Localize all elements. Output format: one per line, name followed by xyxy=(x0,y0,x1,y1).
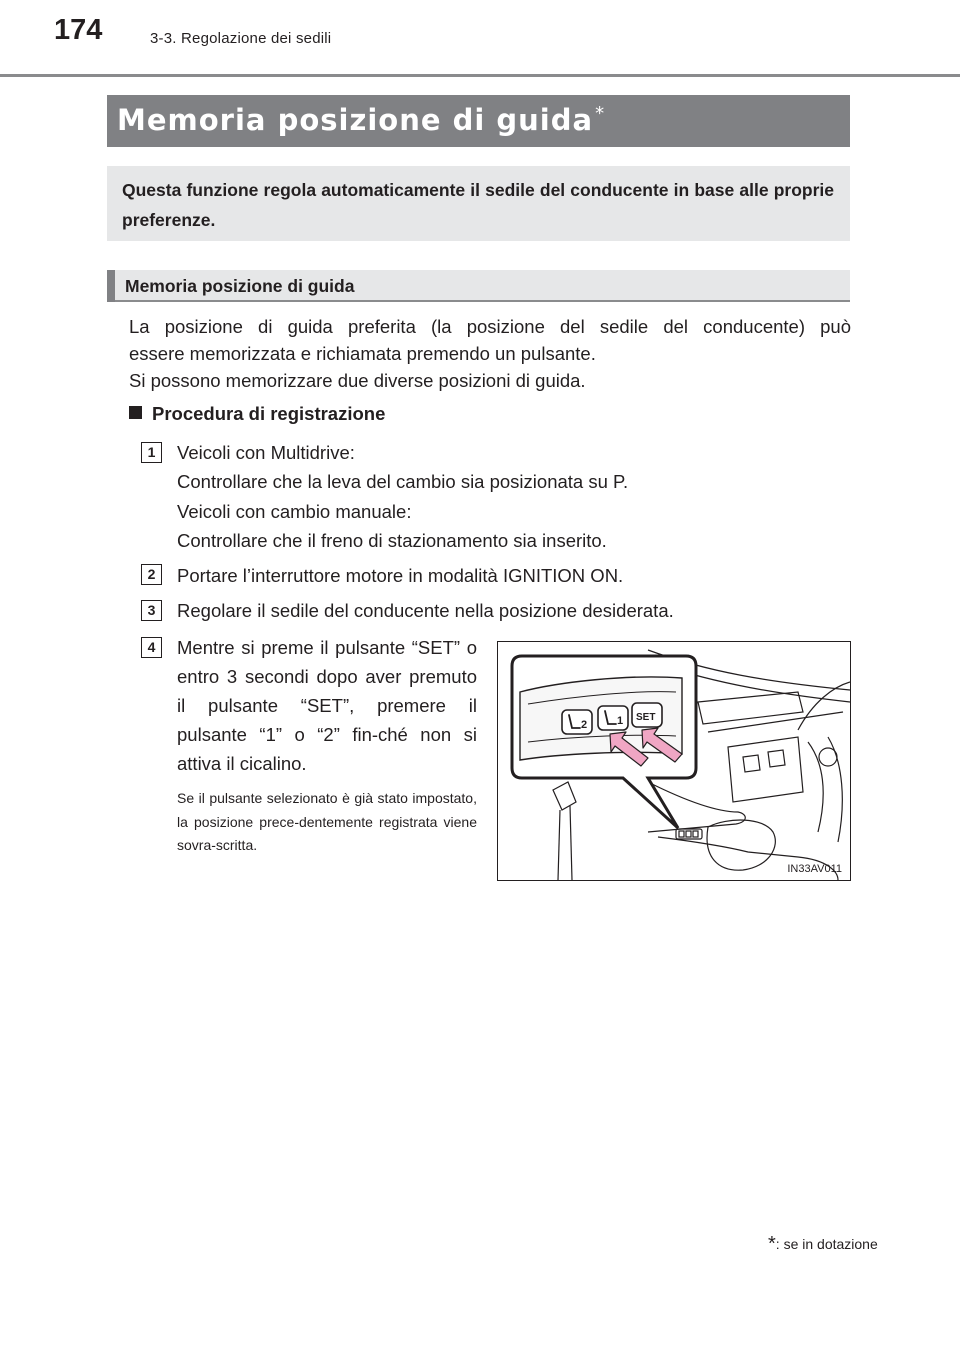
page-title xyxy=(107,95,850,147)
memory-switch-illustration xyxy=(497,641,851,881)
step-number-1: 1 xyxy=(141,442,162,463)
step-2-text: Portare l’interruttore motore in modalità IGNITION ON. xyxy=(177,565,624,586)
illustration-drawing xyxy=(498,642,851,881)
body-line-1: La posizione di guida preferita (la posizione del sedile del conducente) può xyxy=(129,316,851,337)
section-heading-text: Memoria posizione di guida xyxy=(125,276,355,296)
step-3-text: Regolare il sedile del conducente nella posizione desiderata. xyxy=(177,600,674,621)
bullet-square-icon xyxy=(129,406,142,419)
chapter-title: 3-3. Regolazione dei sedili xyxy=(150,30,332,47)
body-line-2: essere memorizzata e richiamata premendo un pulsante. xyxy=(129,343,596,364)
step-4-note: Se il pulsante selezionato è già stato impostato, la posizione prece-dentemente registrata viene sovra-scritta. xyxy=(177,790,477,853)
footnote xyxy=(768,1233,878,1256)
step-1-line-2: Controllare che la leva del cambio sia posizionata su P. xyxy=(177,471,629,492)
illustration-code: IN33AV011 xyxy=(787,863,842,875)
optional-equipment-marker: * xyxy=(595,103,606,125)
step-1-line-4: Controllare che il freno di stazionamento sia inserito. xyxy=(177,530,607,551)
step-number-2: 2 xyxy=(141,564,162,585)
intro-box: Questa funzione regola automaticamente il sedile del conducente in base alle proprie preferenze. xyxy=(107,166,850,241)
section-heading-bar xyxy=(107,270,115,302)
button-set-label: SET xyxy=(636,712,656,723)
header-rule xyxy=(0,74,960,77)
footnote-text: : se in dotazione xyxy=(775,1236,878,1252)
body-line-3: Si possono memorizzare due diverse posizioni di guida. xyxy=(129,370,586,391)
step-number-3: 3 xyxy=(141,600,162,621)
page-number: 174 xyxy=(54,14,103,46)
procedure-subheading xyxy=(129,403,385,425)
step-number-4: 4 xyxy=(141,637,162,658)
section-heading xyxy=(107,270,850,302)
footnote-marker: * xyxy=(768,1233,776,1255)
button-1-label: 1 xyxy=(617,715,624,727)
button-2-label: 2 xyxy=(581,719,588,731)
step-1-line-3: Veicoli con cambio manuale: xyxy=(177,501,412,522)
step-1-line-1: Veicoli con Multidrive: xyxy=(177,442,355,463)
procedure-subheading-text: Procedura di registrazione xyxy=(152,403,386,424)
step-4-text: Mentre si preme il pulsante “SET” o entro 3 secondi dopo aver premuto il pulsante “SET”, premere il pulsante “1” o “2” fin-ché non si attiva il cicalino. xyxy=(177,637,477,774)
page-title-text: Memoria posizione di guida xyxy=(117,103,594,137)
